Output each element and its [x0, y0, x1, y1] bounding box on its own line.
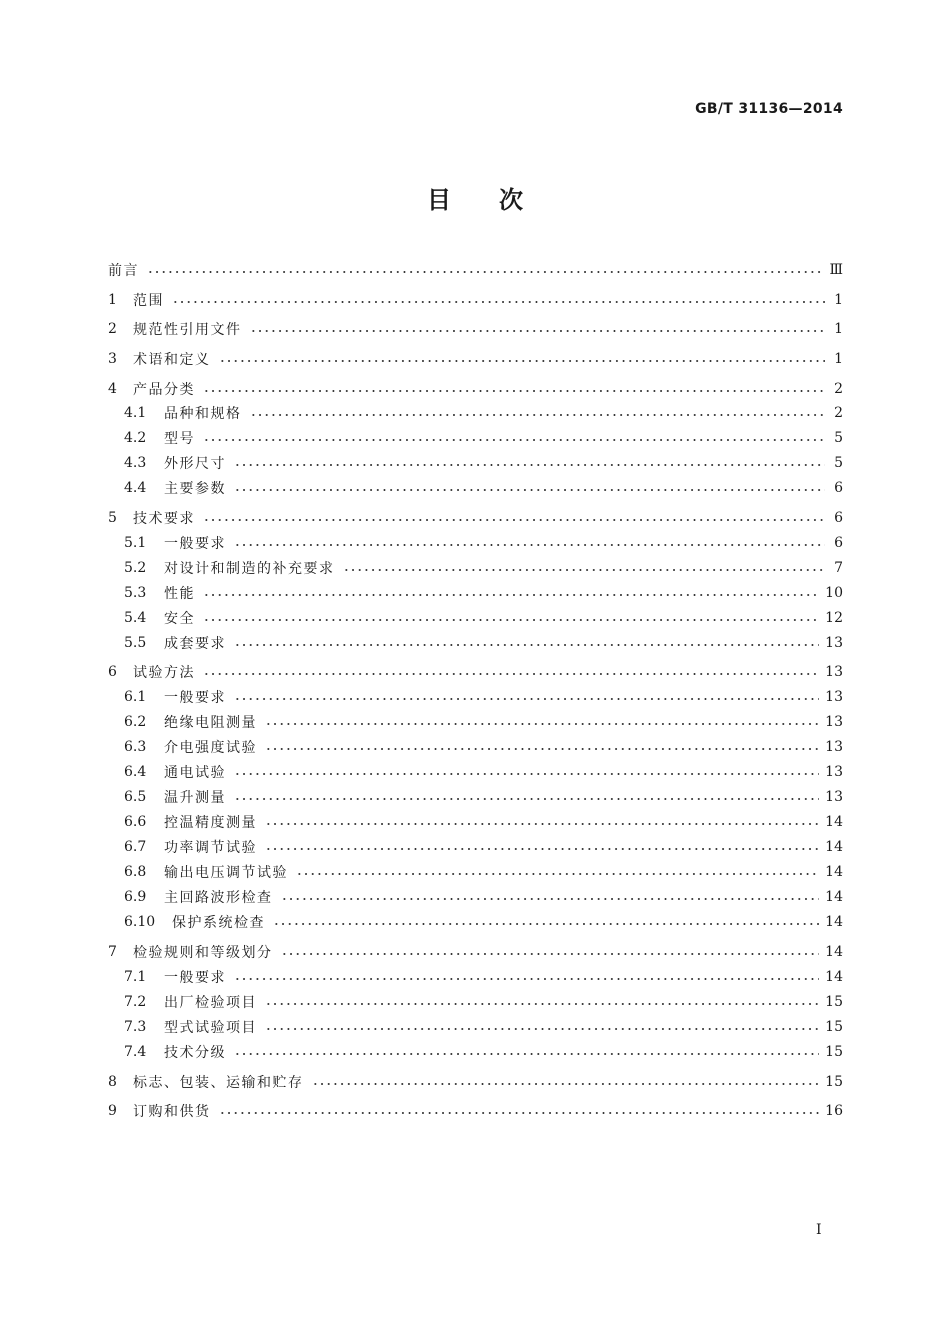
leader-dots	[265, 840, 819, 854]
leader-dots	[203, 586, 819, 600]
toc-entry-label: 型式试验项目	[164, 1020, 257, 1036]
leader-dots	[265, 715, 819, 729]
leader-dots	[265, 1020, 819, 1034]
toc-entry[interactable]	[108, 582, 843, 604]
toc-entry[interactable]	[108, 259, 843, 281]
leader-dots	[234, 1045, 819, 1059]
toc-entry[interactable]	[108, 966, 843, 988]
toc-entry[interactable]	[108, 991, 843, 1013]
toc-entry-number: 7	[108, 944, 117, 960]
leader-dots	[281, 945, 820, 959]
toc-entry-number: 6.9	[124, 889, 147, 905]
toc-entry-number: 9	[108, 1103, 117, 1119]
leader-dots	[281, 890, 820, 904]
leader-dots	[203, 431, 825, 445]
toc-entry-number: 6.3	[124, 739, 147, 755]
toc-entry-page: 13	[825, 689, 843, 705]
leader-dots	[234, 456, 825, 470]
toc-entry-number: 6.6	[124, 814, 147, 830]
toc-entry[interactable]	[108, 836, 843, 858]
toc-entry-label: 控温精度测量	[164, 815, 257, 831]
toc-entry-page: 2	[834, 381, 843, 397]
toc-entry-number: 5	[108, 510, 117, 526]
toc-entry-number: 4.1	[124, 405, 147, 421]
toc-entry-number: 1	[108, 292, 117, 308]
toc-entry-page: 1	[834, 292, 843, 308]
toc-entry-label: 绝缘电阻测量	[164, 715, 257, 731]
toc-entry-label: 范围	[133, 293, 164, 309]
toc-entry-label: 规范性引用文件	[133, 322, 242, 338]
toc-entry-number: 6.8	[124, 864, 147, 880]
toc-entry-label: 型号	[164, 431, 195, 447]
toc-entry-page: 5	[834, 430, 843, 446]
toc-entry-page: 15	[825, 1019, 843, 1035]
toc-entry-page: 14	[825, 914, 843, 930]
toc-entry[interactable]	[108, 736, 843, 758]
toc-entry-label: 技术要求	[133, 511, 195, 527]
toc-entry-label: 外形尺寸	[164, 456, 226, 472]
toc-entry-page: 14	[825, 969, 843, 985]
toc-entry[interactable]	[108, 632, 843, 654]
toc-entry-page: 13	[825, 789, 843, 805]
toc-entry-label: 试验方法	[133, 665, 195, 681]
toc-entry-number: 5.2	[124, 560, 147, 576]
leader-dots	[147, 263, 823, 277]
toc-entry[interactable]	[108, 1016, 843, 1038]
toc-entry-page: 10	[825, 585, 843, 601]
leader-dots	[250, 406, 826, 420]
toc-entry-page: 16	[825, 1103, 843, 1119]
toc-entry-label: 产品分类	[133, 382, 195, 398]
toc-entry-label: 订购和供货	[133, 1104, 211, 1120]
toc-entry-number: 6.10	[124, 914, 156, 930]
toc-entry-number: 8	[108, 1074, 117, 1090]
toc-entry[interactable]	[108, 427, 843, 449]
toc-entry-number: 3	[108, 351, 117, 367]
toc-entry[interactable]	[108, 811, 843, 833]
toc-entry-number: 6.1	[124, 689, 147, 705]
toc-entry-number: 2	[108, 321, 117, 337]
leader-dots	[234, 636, 819, 650]
leader-dots	[273, 915, 819, 929]
leader-dots	[234, 765, 819, 779]
toc-entry-page: 2	[834, 405, 843, 421]
toc-entry-page: 15	[825, 994, 843, 1010]
toc-entry-number: 4.3	[124, 455, 147, 471]
leader-dots	[203, 665, 819, 679]
toc-entry-label: 技术分级	[164, 1045, 226, 1061]
toc-entry[interactable]	[108, 477, 843, 499]
toc-entry-page: 1	[834, 321, 843, 337]
toc-entry[interactable]	[108, 1100, 843, 1122]
toc-entry-page: 13	[825, 764, 843, 780]
toc-entry-page: 6	[834, 535, 843, 551]
toc-entry-number: 7.1	[124, 969, 147, 985]
leader-dots	[219, 1104, 820, 1118]
toc-entry-label: 标志、包装、运输和贮存	[133, 1075, 304, 1091]
toc-entry-page: 15	[825, 1074, 843, 1090]
leader-dots	[234, 690, 819, 704]
toc-entry[interactable]	[108, 661, 843, 683]
toc-entry[interactable]	[108, 557, 843, 579]
toc-entry-label: 介电强度试验	[164, 740, 257, 756]
toc-entry-number: 6.5	[124, 789, 147, 805]
toc-entry[interactable]	[108, 348, 843, 370]
toc-entry[interactable]	[108, 452, 843, 474]
toc-entry-number: 4.4	[124, 480, 147, 496]
toc-entry-label: 安全	[164, 611, 195, 627]
toc-entry-page: 12	[825, 610, 843, 626]
toc-entry-number: 6.4	[124, 764, 147, 780]
toc-entry-number: 5.5	[124, 635, 147, 651]
toc-entry-label: 成套要求	[164, 636, 226, 652]
toc-entry-number: 7.2	[124, 994, 147, 1010]
leader-dots	[203, 382, 825, 396]
toc-entry-number: 4	[108, 381, 117, 397]
toc-entry-label: 保护系统检查	[172, 915, 265, 931]
toc-entry-label: 主回路波形检查	[164, 890, 273, 906]
toc-entry[interactable]	[108, 686, 843, 708]
toc-entry-page: 6	[834, 480, 843, 496]
toc-entry-page: 7	[834, 560, 843, 576]
toc-entry[interactable]	[108, 1071, 843, 1093]
leader-dots	[219, 352, 826, 366]
toc-entry-label: 主要参数	[164, 481, 226, 497]
toc-entry[interactable]	[108, 711, 843, 733]
toc-entry-label: 对设计和制造的补充要求	[164, 561, 335, 577]
toc-entry-number: 6.7	[124, 839, 147, 855]
toc-entry-label: 一般要求	[164, 970, 226, 986]
leader-dots	[265, 815, 819, 829]
toc-entry-number: 7.4	[124, 1044, 147, 1060]
toc-entry-page: 14	[825, 889, 843, 905]
toc-entry-page: 13	[825, 739, 843, 755]
toc-entry[interactable]	[108, 289, 843, 311]
leader-dots	[234, 970, 819, 984]
toc-entry-label: 前言	[108, 263, 139, 279]
toc-entry[interactable]	[108, 786, 843, 808]
toc-entry[interactable]	[108, 378, 843, 400]
toc-entry-label: 术语和定义	[133, 352, 211, 368]
toc-entry-page: 13	[825, 714, 843, 730]
toc-entry-label: 性能	[164, 586, 195, 602]
leader-dots	[203, 611, 819, 625]
leader-dots	[234, 481, 825, 495]
toc-entry-label: 温升测量	[164, 790, 226, 806]
toc-entry[interactable]	[108, 886, 843, 908]
toc-entry-number: 5.1	[124, 535, 147, 551]
toc-entry[interactable]	[108, 318, 843, 340]
toc-entry-page: 6	[834, 510, 843, 526]
leader-dots	[265, 995, 819, 1009]
toc-entry-page: Ⅲ	[829, 262, 843, 278]
toc-entry-number: 6	[108, 664, 117, 680]
page-title: 目次	[427, 186, 571, 214]
leader-dots	[343, 561, 826, 575]
toc-entry-number: 5.3	[124, 585, 147, 601]
toc-entry[interactable]	[108, 861, 843, 883]
toc-entry-number: 7.3	[124, 1019, 147, 1035]
toc-entry-page: 14	[825, 839, 843, 855]
leader-dots	[234, 536, 825, 550]
toc-entry[interactable]	[108, 941, 843, 963]
toc-entry[interactable]	[108, 761, 843, 783]
toc-entry-number: 5.4	[124, 610, 147, 626]
toc-entry-page: 14	[825, 944, 843, 960]
leader-dots	[172, 293, 825, 307]
toc-entry-page: 13	[825, 635, 843, 651]
toc-entry-label: 输出电压调节试验	[164, 865, 288, 881]
toc-entry[interactable]	[108, 507, 843, 529]
toc-entry-page: 15	[825, 1044, 843, 1060]
toc-entry-label: 品种和规格	[164, 406, 242, 422]
toc-entry[interactable]	[108, 1041, 843, 1063]
toc-entry-label: 通电试验	[164, 765, 226, 781]
toc-entry-number: 4.2	[124, 430, 147, 446]
toc-entry-page: 14	[825, 864, 843, 880]
toc-entry-page: 5	[834, 455, 843, 471]
toc-entry-label: 功率调节试验	[164, 840, 257, 856]
leader-dots	[234, 790, 819, 804]
leader-dots	[203, 511, 825, 525]
toc-entry-page: 1	[834, 351, 843, 367]
toc-entry-page: 13	[825, 664, 843, 680]
page-number: I	[816, 1222, 822, 1238]
toc-entry-label: 一般要求	[164, 536, 226, 552]
toc-entry-page: 14	[825, 814, 843, 830]
toc-entry-label: 检验规则和等级划分	[133, 945, 273, 961]
toc-entry[interactable]	[108, 532, 843, 554]
toc-entry-number: 6.2	[124, 714, 147, 730]
standard-number: GB/T 31136—2014	[695, 101, 843, 117]
toc-entry[interactable]	[108, 911, 843, 933]
leader-dots	[265, 740, 819, 754]
toc-entry-label: 一般要求	[164, 690, 226, 706]
toc-entry[interactable]	[108, 402, 843, 424]
toc-entry-label: 出厂检验项目	[164, 995, 257, 1011]
leader-dots	[250, 322, 826, 336]
leader-dots	[296, 865, 819, 879]
leader-dots	[312, 1075, 820, 1089]
toc-entry[interactable]	[108, 607, 843, 629]
